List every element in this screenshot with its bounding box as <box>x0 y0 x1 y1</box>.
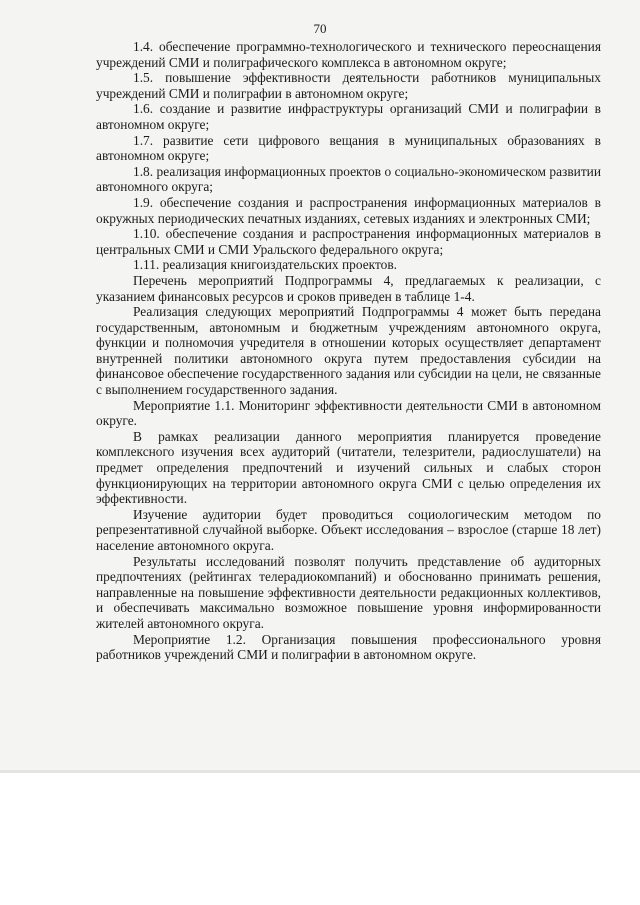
results-paragraph: Результаты исследований позволят получить представление об аудиторных предпочтениях (рейтингах телерадиокомпаний) и обоснованно принимать решения, направленные на повышение эффективности деятельности редакционных коллективов, и обеспечивать максимально возможное повышение уровня информированности жителей автономного округа. <box>96 553 601 631</box>
blank-margin <box>0 773 640 905</box>
activity-1-1-description: В рамках реализации данного мероприятия планируется проведение комплексного изучения всех аудиторий (читатели, телезрители, радиослушатели) на предмет определения предпочтений и изучений сильных и слабых сторон функционирующих на территории автономного округа СМИ с целью определения их эффективности. <box>96 428 601 507</box>
list-item-1-6: 1.6. создание и развитие инфраструктуры организаций СМИ и полиграфии в автономном округе; <box>96 101 601 132</box>
list-item-1-5: 1.5. повышение эффективности деятельности работников муниципальных учреждений СМИ и полиграфии в автономном округе; <box>96 70 601 101</box>
list-item-1-9: 1.9. обеспечение создания и распространения информационных материалов в окружных периодических печатных изданиях, сетевых изданиях и электронных СМИ; <box>96 194 601 226</box>
audience-study-paragraph: Изучение аудитории будет проводиться социологическим методом по репрезентативной случайной выборке. Объект исследования – взрослое (старше 18 лет) население автономного округа. <box>96 506 601 553</box>
activity-1-2-heading: Мероприятие 1.2. Организация повышения профессионального уровня работников учреждений СМИ и полиграфии в автономном округе. <box>96 631 601 663</box>
list-item-1-4: 1.4. обеспечение программно-технологического и технического переоснащения учреждений СМИ и полиграфического комплекса в автономном округе; <box>96 39 601 70</box>
list-item-1-7: 1.7. развитие сети цифрового вещания в муниципальных образованиях в автономном округе; <box>96 132 601 164</box>
implementation-paragraph: Реализация следующих мероприятий Подпрограммы 4 может быть передана государственным, автономным и бюджетным учреждениям автономного округа, функции и полномочия учредителя в отношении которых осуществляет департамент внутренней политики автономного округа путем предоставления субсидии на финансовое обеспечение государственного задания или субсидии на цели, не связанные с выполнением государственного задания. <box>96 304 601 398</box>
list-item-1-11: 1.11. реализация книгоиздательских проектов. <box>133 257 398 273</box>
list-item-1-8: 1.8. реализация информационных проектов о социально-экономическом развитии автономного округа; <box>96 163 601 195</box>
list-item-1-10: 1.10. обеспечение создания и распространения информационных материалов в центральных СМИ и СМИ Уральского федерального округа; <box>96 226 601 257</box>
page-number: 70 <box>313 21 327 36</box>
activities-list-paragraph: Перечень мероприятий Подпрограммы 4, предлагаемых к реализации, с указанием финансовых ресурсов и сроков приведен в таблице 1-4. <box>96 272 601 304</box>
document-body <box>96 39 601 663</box>
activity-1-1-heading: Мероприятие 1.1. Мониторинг эффективности деятельности СМИ в автономном округе. <box>96 397 601 429</box>
